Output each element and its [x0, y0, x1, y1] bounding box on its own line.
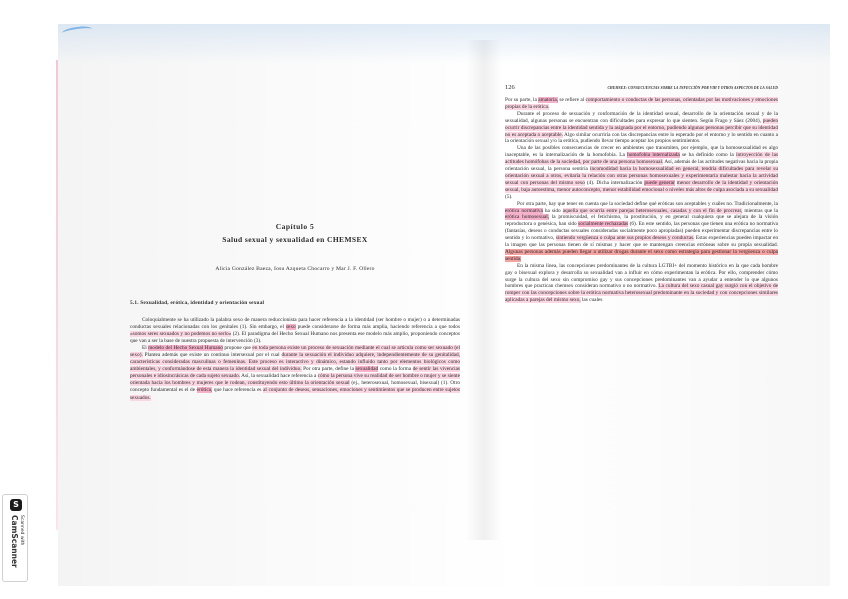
paragraph: Una de las posibles consecuencias de crecer en ambientes que transmiten, por ejemplo, que la homosexualidad es algo inaceptable, es la internalización de la homofobia. La homofobia internalizada se ha definido como la introyección de las actitudes homófobas de la sociedad, por parte de una persona homosexual. Así, además de las actitudes negativas hacia la propia orientación sexual, la persona sentiría incomodidad hacia la homosexualidad en general, tendría dificultades para revelar su orientación sexual a otros, evitaría la relación con otras personas homosexuales y experimentaría malestar hacia la actividad sexual con personas del mismo sexo (4). Dicha internalización puede generar menor desarrollo de la identidad y orientación sexual, baja autoestima, menor autoconcepto, menor estabilidad emocional o niveles más altos de culpa asociada a su sexualidad (5).: [505, 145, 779, 200]
chapter-authors: Alicia González Baeza, Iosu Azqueta Chocarro y Mar J. F. Ollero: [215, 266, 375, 272]
paragraph: Durante el proceso de sexuación y conformación de la identidad sexual, desarrollo de la orientación sexual y de la sexualidad, algunas personas se encuentran con dificultades para expresar lo que sienten. Según Frago y Sáez (2004), pueden ocurrir discrepancias entre la identidad sentida y la asignada por el entorno, pudiendo algunas personas percibir que su identidad no es aceptada o aceptable. Algo similar ocurriría con las discrepancias entre lo esperado por el entorno y lo sentido en cuanto a la orientación sexual y/o la erótica, pudiendo llevar tiempo aceptar los propios sentimientos.: [505, 110, 778, 145]
highlight: de sentir las vivencias personales e idiosincrásicas de cada sujeto sexuado.: [130, 366, 460, 380]
camscanner-watermark: [2, 494, 28, 582]
paragraph: El modelo del Hecho Sexual Humano propone que en toda persona existe un proceso de sexuación mediante el cual se articula como ser sexuado (el sexo). Plantea además que existe un continuo intersexual por el cual durante la sexuación el individuo adquiere, independientemente de su genitalidad, características consideradas masculinas o femeninas. Este proceso es interactivo y dinámico, estando influido tanto por elementos biológicos como ambientales, y conformándose de esta manera la identidad sexual del individuo. Por otra parte, define la sexualidad como la forma de sentir las vivencias personales e idiosincrásicas de cada sujeto sexuado. Así, la sexualidad hace referencia a cómo la persona vive su realidad de ser hombre o mujer y se siente orientada hacia los hombres y mujeres que le rodean, constituyendo esto último la orientación sexual (ej., heterosexual, homosexual, bisexual) (1). Otro concepto fundamental es el de erótica, que hace referencia es al conjunto de deseos, sensaciones, emociones y sentimientos que se producen entre sujetos sexuados.: [130, 345, 461, 401]
camscanner-logo-icon: S: [10, 499, 22, 511]
highlight: amatoria,: [538, 97, 559, 103]
page-number: 126: [505, 84, 515, 91]
scan-top-shadow: [58, 24, 830, 64]
highlight: en toda persona existe un proceso de sexuación mediante el cual se articula como ser sexuado (el sexo).: [130, 345, 460, 359]
section-heading: 5.1. Sexualidad, erótica, identidad y orientación sexual: [130, 300, 265, 306]
paragraph: Por otra parte, hay que tener en cuenta que la sociedad define qué eróticas son aceptables y cuáles no. Tradicionalmente, la erótica normativa ha sido aquella que ocurría entre parejas heterosexuales, casadas y con el fin de procrear, mientras que la erótica homosexual, la promiscuidad, el fetichismo, la prostitución, y en general cualquiera que se alejara de la visión reproductora o genésica, han sido socialmente rechazadas (6). En este sentido, las personas que tienen una erótica no normativa (fantasías, deseos o conductas sexuales consideradas socialmente poco apropiadas) pueden experimentar discrepancias entre lo sentido y lo normativo, sintiendo vergüenza o culpa ante sus propios deseos y conductas. Estas experiencias pueden impactar en la imagen que las personas tienen de sí mismas y hacer que se mantengan creencias erróneas sobre su propia sexualidad. Algunas personas además pueden llegar a utilizar drogas durante el sexo como estrategia para gestionar la vergüenza o culpa sentida.: [505, 200, 779, 262]
highlight: «somos seres sexuados y no podemos no serlo»: [130, 331, 232, 338]
running-title: CHEMSEX: CONSECUENCIAS SOBRE LA INFECCIÓN POR VIH Y OTROS ASPECTOS DE LA SALUD: [607, 86, 778, 90]
watermark-small-text: Scanned with: [19, 515, 24, 546]
right-page-body: [505, 97, 778, 304]
highlight: sexo: [285, 324, 296, 331]
chapter-number: Capítulo 5: [275, 222, 315, 231]
highlight: menor desarrollo de la identidad y orientación sexual, baja autoestima, menor autoconcepto, menor estabilidad emocional o niveles más altos de culpa asociada a su sexualidad: [505, 179, 779, 193]
watermark-text: [10, 515, 24, 568]
highlight: comportamiento o conductas de las personas, orientadas por las motivaciones y emociones propias de la erótica.: [505, 97, 778, 110]
highlight: homofobia internalizada: [627, 152, 680, 159]
right-page: [505, 84, 778, 304]
highlight: La cultura del sexo casual gay surgió con el objetivo de romper con las concepciones sobre la erótica normativa heterosexual predominante en la sociedad y con concepciones similares aplicadas a parejas del mismo sexo,: [505, 283, 778, 304]
highlight: sintiendo vergüenza o culpa ante sus propios deseos y conductas.: [555, 235, 695, 242]
highlight: puede generar: [644, 179, 675, 186]
watermark-brand-text: CamScanner: [10, 515, 19, 568]
highlight: modelo del Hecho Sexual Humano: [148, 345, 223, 352]
highlight: sexualidad: [355, 366, 379, 373]
chapter-title: Salud sexual y sexualidad en CHEMSEX: [222, 235, 368, 244]
highlight: socialmente rechazadas: [578, 221, 629, 228]
highlight: erótica homosexual,: [505, 214, 550, 221]
highlight: durante la sexuación el individuo adquiere, independientemente de su genitalidad, características consideradas masculinas o femeninas. Este proceso es interactivo y dinámico, estando influido tanto por elementos biológicos como ambientales, y conformándose de esta manera la identidad sexual del individuo.: [130, 352, 460, 373]
highlight: erótica normativa: [505, 207, 543, 214]
highlight: Algunas personas además pueden llegar a utilizar drogas durante el sexo como estrategia para gestionar la vergüenza o culpa sentida.: [505, 248, 778, 262]
running-header: [505, 84, 778, 91]
paragraph: Coloquialmente se ha utilizado la palabra sexo de manera reduccionista para hacer referencia a la identidad (ser hombre o mujer) o a determinadas conductas sexuales relacionadas con los genitales (1). Sin embargo, el sexo puede considerarse de forma más amplia, haciendo referencia a que todos «somos seres sexuados y no podemos no serlo» (2). El paradigma del Hecho Sexual Humano nos presenta ese modelo más amplio, proponiendo conceptos que van a ser la base de nuestra propuesta de intervención (3).: [130, 317, 461, 345]
highlight: introyección de las actitudes homófobas de la sociedad, por parte de una persona homosexual.: [505, 152, 779, 166]
highlight: aquella que ocurría entre parejas heterosexuales, casadas y con el fin de procrear,: [562, 207, 743, 214]
paragraph: Por su parte, la amatoria, se refiere al comportamiento o conductas de las personas, orientadas por las motivaciones y emociones propias de la erótica.: [505, 97, 778, 110]
highlight: incomodidad hacia la homosexualidad en general, tendría dificultades para revelar su orientación sexual a otros, evitaría la relación con otras personas homosexuales y experimentaría malestar hacia la actividad sexual con personas del mismo sexo: [505, 166, 778, 186]
highlight: cómo la persona vive su realidad de ser hombre o mujer y se siente orientada hacia los hombres y mujeres que le rodean, constituyendo esto último la orientación sexual: [130, 373, 460, 387]
page-edge-highlight: [56, 60, 58, 530]
book-gutter: [466, 40, 502, 540]
highlight: erótica,: [196, 387, 213, 394]
left-page: [130, 222, 460, 402]
paragraph: En la misma línea, las concepciones predominantes de la cultura LGTBI+ del momento histórico en la que cada hombre gay o bisexual explora y desarrolla su sexualidad van a influir en cómo experimentan la erótica. Por ello, comprender cómo surge la cultura del sexo sin compromiso gay y sus concepciones predominantes van a ayudar a entender lo que algunos hombres que practican chemsex consideran normativo o no normativo. La cultura del sexo casual gay surgió con el objetivo de romper con las concepciones sobre la erótica normativa heterosexual predominante en la sociedad y con concepciones similares aplicadas a parejas del mismo sexo, las cuales: [505, 262, 778, 304]
highlight: pueden ocurrir discrepancias entre la identidad sentida y la asignada por el entorno, pudiendo algunas personas percibir que su identidad no es aceptada o aceptable.: [505, 117, 778, 138]
highlight: al conjunto de deseos, sensaciones, emociones y sentimientos que se producen entre sujetos sexuados.: [130, 387, 461, 401]
left-page-body: [130, 317, 460, 402]
